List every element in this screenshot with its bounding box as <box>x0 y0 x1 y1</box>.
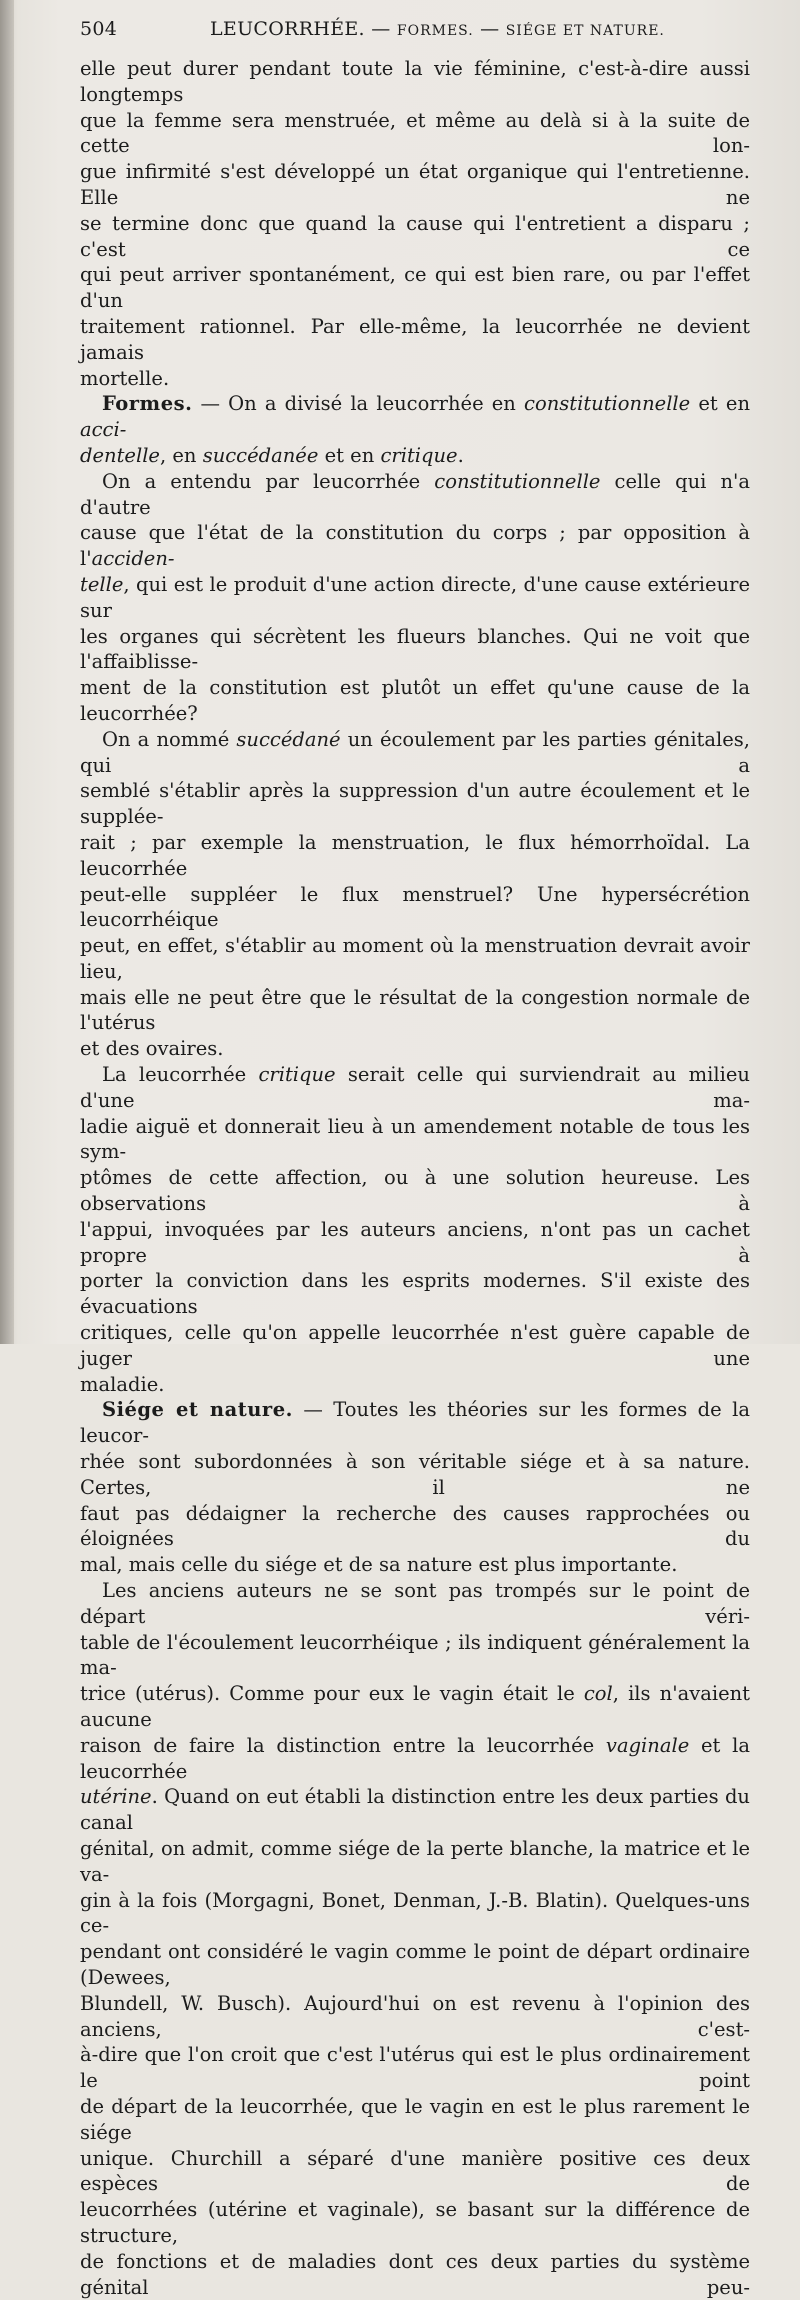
text-run: . <box>457 443 464 467</box>
text-line: gue infirmité s'est développé un état organique qui l'entretienne. Elle ne <box>80 160 750 209</box>
section-siege-line <box>80 1397 750 1449</box>
text-line <box>80 727 750 779</box>
italic-term: critique <box>258 1063 336 1087</box>
text-line: ptômes de cette affection, ou à une solution heureuse. Les observations à <box>80 1166 750 1216</box>
text-line: l'appui, invoquées par les auteurs anciens, n'ont pas un cachet propre à <box>80 1217 750 1267</box>
text-line: critiques, celle qu'on appelle leucorrhée n'est guère capable de juger une <box>80 1321 750 1370</box>
text-line: traitement rationnel. Par elle-même, la leucorrhée ne devient jamais <box>80 314 750 364</box>
text-run: serait celle qui surviendrait au milieu d'une ma- <box>80 1063 750 1112</box>
italic-term: telle <box>80 572 124 596</box>
body-text <box>80 56 750 2300</box>
text-line: et des ovaires. <box>80 1037 224 1061</box>
text-run: , ils n'avaient aucune <box>80 1682 751 1731</box>
italic-term: col <box>583 1682 613 1706</box>
text-run: trice (utérus). Comme pour eux le vagin était le <box>80 1682 584 1706</box>
text-line: semblé s'établir après la suppression d'un autre écoulement et le supplée- <box>80 779 750 829</box>
text-run: et la leucorrhée <box>80 1733 750 1783</box>
header-section-siege: SIÉGE ET NATURE. <box>505 23 665 39</box>
text-line <box>80 1062 750 1114</box>
text-line: unique. Churchill a séparé d'une manière positive ces deux espèces de <box>80 2146 750 2196</box>
section-heading-siege: Siége et nature. <box>102 1398 293 1422</box>
text-line: porter la conviction dans les esprits modernes. S'il existe des évacuations <box>80 1269 750 1319</box>
text-line: que la femme sera menstruée, et même au delà si à la suite de cette lon- <box>80 108 750 158</box>
header-title: LEUCORRHÉE. <box>210 18 365 40</box>
text-line: elle peut durer pendant toute la vie féminine, c'est-à-dire aussi longtemps <box>80 57 750 106</box>
page-binding-edge <box>0 0 14 1344</box>
text-run: et en <box>318 443 381 467</box>
text-run: On a nommé <box>102 727 237 751</box>
italic-term: acci- <box>80 418 127 442</box>
text-line: table de l'écoulement leucorrhéique ; ils indiquent généralement la ma- <box>80 1630 750 1680</box>
text-line: qui peut arriver spontanément, ce qui est bien rare, ou par l'effet d'un <box>80 263 750 313</box>
text-run: — On a divisé la leucorrhée en <box>192 392 525 416</box>
text-line: gin à la fois (Morgagni, Bonet, Denman, J.-B. Blatin). Quelques-uns ce- <box>80 1888 750 1938</box>
text-run: La leucorrhée <box>102 1063 259 1087</box>
text-line: à-dire que l'on croit que c'est l'utérus qui est le plus ordinairement le point <box>80 2043 750 2093</box>
text-line: peut, en effet, s'établir au moment où la menstruation devrait avoir lieu, <box>80 934 750 983</box>
text-run: un écoulement par les parties génitales, qui a <box>80 727 750 777</box>
italic-term: critique <box>380 443 458 467</box>
text-line: Blundell, W. Busch). Aujourd'hui on est revenu à l'opinion des anciens, c'est- <box>80 1991 750 2041</box>
text-line <box>80 469 750 521</box>
section-heading-formes: Formes. <box>102 392 193 416</box>
text-run: celle qui n'a d'autre <box>80 469 750 519</box>
text-run: , qui est le produit d'une action directe, d'une cause extérieure sur <box>80 572 750 622</box>
text-line: mais elle ne peut être que le résultat de la congestion normale de l'utérus <box>80 985 750 1035</box>
section-formes-line <box>80 391 750 443</box>
italic-term: utérine <box>80 1785 152 1809</box>
text-line: mortelle. <box>80 366 170 390</box>
text-run: . Quand on eut établi la distinction entre les deux parties du canal <box>80 1785 750 1835</box>
text-line: ladie aiguë et donnerait lieu à un amendement notable de tous les sym- <box>80 1114 750 1164</box>
page-number: 504 <box>80 18 118 40</box>
text-run: cause que l'état de la constitution du corps ; par opposition à l' <box>80 521 750 571</box>
header-separator: — <box>480 18 500 40</box>
text-line <box>80 572 750 624</box>
header-separator: — <box>371 18 391 40</box>
header-section-formes: FORMES. <box>396 23 474 39</box>
text-line: ment de la constitution est plutôt un effet qu'une cause de la leucorrhée? <box>80 676 750 725</box>
italic-term: vaginale <box>605 1733 690 1757</box>
text-line: Les anciens auteurs ne se sont pas trompés sur le point de départ véri- <box>80 1579 750 1628</box>
italic-term: succédanée <box>202 443 319 467</box>
text-line: leucorrhées (utérine et vaginale), se basant sur la différence de structure, <box>80 2198 750 2247</box>
text-line <box>80 520 750 572</box>
text-line: rait ; par exemple la menstruation, le flux hémorrhoïdal. La leucorrhée <box>80 830 750 880</box>
text-run: On a entendu par leucorrhée <box>102 469 435 493</box>
text-line: de départ de la leucorrhée, que le vagin en est le plus rarement le siége <box>80 2094 750 2144</box>
text-line <box>80 1733 750 1785</box>
text-line: peut-elle suppléer le flux menstruel? Une hypersécrétion leucorrhéique <box>80 882 750 932</box>
italic-term: succédané <box>236 727 341 751</box>
text-line: pendant ont considéré le vagin comme le point de départ ordinaire (Dewees, <box>80 1940 750 1989</box>
italic-term: acciden- <box>91 547 175 571</box>
text-run: — Toutes les théories sur les formes de la leucor- <box>80 1398 750 1448</box>
text-line: rhée sont subordonnées à son véritable siége et à sa nature. Certes, il ne <box>80 1450 750 1499</box>
italic-term: constitutionnelle <box>434 469 601 493</box>
text-line: faut pas dédaigner la recherche des causes rapprochées ou éloignées du <box>80 1501 750 1551</box>
text-line: se termine donc que quand la cause qui l'entretient a disparu ; c'est ce <box>80 211 750 261</box>
header-title-group <box>210 18 665 40</box>
italic-term: constitutionnelle <box>524 392 691 416</box>
text-line: maladie. <box>80 1372 165 1396</box>
text-line: mal, mais celle du siége et de sa nature est plus importante. <box>80 1553 678 1577</box>
italic-term: dentelle <box>80 443 160 467</box>
text-line <box>80 1784 750 1836</box>
text-line: de fonctions et de maladies dont ces deux parties du système génital peu- <box>80 2249 750 2299</box>
running-header <box>80 18 750 48</box>
text-run: , en <box>159 443 203 467</box>
text-run: et en <box>690 392 750 416</box>
text-run: raison de faire la distinction entre la leucorrhée <box>80 1733 606 1757</box>
text-line: génital, on admit, comme siége de la perte blanche, la matrice et le va- <box>80 1836 750 1886</box>
text-line <box>80 1681 750 1733</box>
text-line <box>80 443 750 469</box>
text-line: les organes qui sécrètent les flueurs blanches. Qui ne voit que l'affaiblisse- <box>80 624 750 674</box>
